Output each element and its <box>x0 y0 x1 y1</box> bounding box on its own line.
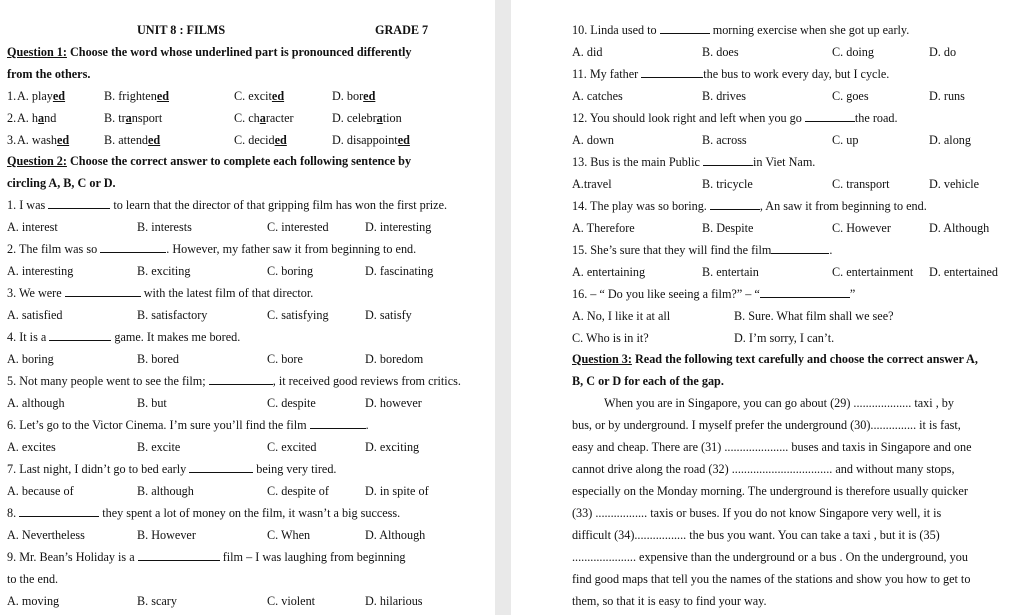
answer-option[interactable]: A. No, I like it at all <box>572 309 671 323</box>
question-text: with the latest film of that director. <box>140 286 314 300</box>
underlined-part: ed <box>363 89 376 103</box>
option-text: C. decid <box>234 133 275 147</box>
option-text: C. ch <box>234 111 260 125</box>
question-text: , it received good reviews from critics. <box>272 374 461 388</box>
question-line <box>572 20 909 41</box>
answer-option[interactable] <box>234 130 287 151</box>
underlined-part: ed <box>56 133 70 147</box>
answer-option[interactable]: D. fascinating <box>365 264 434 278</box>
answer-option[interactable]: B. but <box>137 396 167 410</box>
question-line <box>7 371 461 392</box>
answer-option[interactable]: A. because of <box>7 484 74 498</box>
passage-line: difficult (34)................. the bus you want. You can take a taxi , but it is (35) <box>572 528 940 542</box>
answer-option[interactable]: D. hilarious <box>365 594 423 608</box>
underlined-part: ed <box>397 133 410 147</box>
answer-option[interactable] <box>332 86 375 107</box>
answer-blank[interactable] <box>805 109 855 122</box>
option-text: D. celebr <box>332 111 377 125</box>
answer-option[interactable]: C. Who is in it? <box>572 331 649 345</box>
answer-option[interactable]: B. entertain <box>702 265 759 279</box>
answer-option[interactable]: C. up <box>832 133 859 147</box>
question-text: to learn that the director of that gripping film has won the first prize. <box>110 198 448 212</box>
option-text: D. bor <box>332 89 364 103</box>
answer-option[interactable]: B. Despite <box>702 221 754 235</box>
question-text: . However, my father saw it from beginning to end. <box>166 242 417 256</box>
passage-line: bus, or by underground. I myself prefer the underground (30)............... it is fast, <box>572 418 961 432</box>
answer-option[interactable]: D. in spite of <box>365 484 429 498</box>
answer-option[interactable]: B. bored <box>137 352 179 366</box>
question-text: Read the following text carefully and choose the correct answer A, <box>631 352 978 366</box>
answer-blank[interactable] <box>710 197 760 210</box>
answer-option[interactable]: B. across <box>702 133 747 147</box>
question-text: 2. The film was so <box>7 242 101 256</box>
answer-option[interactable]: A. interest <box>7 220 58 234</box>
question-text: Choose the word whose underlined part is pronounced differently <box>66 45 412 59</box>
answer-option[interactable]: D. Although <box>929 221 990 235</box>
question-2-heading-cont: circling A, B, C or D. <box>7 176 116 190</box>
answer-blank[interactable] <box>660 21 710 34</box>
question-text: in Viet Nam. <box>753 155 816 169</box>
answer-option[interactable]: A. satisfied <box>7 308 63 322</box>
answer-option[interactable] <box>17 86 65 107</box>
underlined-part: ed <box>52 89 66 103</box>
answer-option[interactable]: D. interesting <box>365 220 432 234</box>
passage-line: find good maps that tell you the names of the stations and show you how to get to <box>572 572 971 586</box>
question-text: 6. Let’s go to the Victor Cinema. I’m sure you’ll find the film <box>7 418 310 432</box>
answer-blank[interactable] <box>48 196 110 209</box>
question-text: Choose the correct answer to complete each following sentence by <box>66 154 412 168</box>
answer-option[interactable]: D. however <box>365 396 422 410</box>
question-line <box>7 195 447 216</box>
question-line <box>7 459 336 480</box>
option-text: racter <box>265 111 294 125</box>
answer-option[interactable]: C. However <box>832 221 891 235</box>
question-text: 9. Mr. Bean’s Holiday is a <box>7 550 138 564</box>
answer-option[interactable]: B. Sure. What film shall we see? <box>734 309 894 323</box>
question-text: ” <box>849 287 856 301</box>
answer-option[interactable]: D. runs <box>929 89 965 103</box>
answer-option[interactable]: B. tricycle <box>702 177 753 191</box>
answer-option[interactable]: B. drives <box>702 89 747 103</box>
answer-option[interactable]: C. bore <box>267 352 303 366</box>
answer-blank[interactable] <box>760 285 850 298</box>
answer-blank[interactable] <box>771 241 829 254</box>
passage-line: especially on the Monday morning. The underground is therefore usually quicker <box>572 484 968 498</box>
answer-option[interactable] <box>234 108 294 129</box>
answer-blank[interactable] <box>65 284 141 297</box>
option-text: A. wash <box>17 133 57 147</box>
option-text: A. h <box>17 111 38 125</box>
answer-option[interactable]: C. interested <box>267 220 329 234</box>
answer-option[interactable]: D. Although <box>365 528 426 542</box>
passage-line: cannot drive along the road (32) ................................. and without many stops, <box>572 462 955 476</box>
underlined-part: a <box>38 111 45 125</box>
question-line <box>7 283 313 304</box>
option-text: B. frighten <box>104 89 157 103</box>
answer-option[interactable]: C. excited <box>267 440 317 454</box>
option-text: B. attend <box>104 133 149 147</box>
question-text: 12. You should look right and left when you go <box>572 111 805 125</box>
question-number: 2. <box>7 111 17 125</box>
question-text: . <box>829 243 833 257</box>
question-text: morning exercise when she got up early. <box>709 23 910 37</box>
answer-blank[interactable] <box>310 416 366 429</box>
answer-option[interactable]: A. Therefore <box>572 221 635 235</box>
answer-option[interactable]: C. When <box>267 528 311 542</box>
answer-option[interactable]: B. although <box>137 484 194 498</box>
question-number: Question 2: <box>7 154 67 168</box>
question-line <box>7 547 406 568</box>
question-line <box>572 196 927 217</box>
question-text: 5. Not many people went to see the film; <box>7 374 209 388</box>
option-text: D. disappoint <box>332 133 398 147</box>
question-text: 8. <box>7 506 20 520</box>
answer-option[interactable]: B. However <box>137 528 196 542</box>
answer-option[interactable]: A.travel <box>572 177 612 191</box>
question-line <box>7 503 400 524</box>
answer-option[interactable]: B. scary <box>137 594 177 608</box>
question-text: 16. – “ Do you like seeing a film?” – “ <box>572 287 760 301</box>
answer-option[interactable]: A. although <box>7 396 65 410</box>
answer-option[interactable]: A. down <box>572 133 614 147</box>
answer-option[interactable]: D. along <box>929 133 971 147</box>
question-2-heading <box>7 151 411 172</box>
underlined-part: ed <box>148 133 161 147</box>
question-text: 4. It is a <box>7 330 50 344</box>
answer-option[interactable]: A. excites <box>7 440 56 454</box>
question-text: , An saw it from beginning to end. <box>759 199 927 213</box>
question-1-heading <box>7 42 411 63</box>
answer-option[interactable]: B. excite <box>137 440 181 454</box>
question-text: 13. Bus is the main Public <box>572 155 704 169</box>
question-text: 15. She’s sure that they will find the film <box>572 243 772 257</box>
question-line <box>7 239 416 260</box>
question-line <box>572 240 832 261</box>
answer-option[interactable]: D. exciting <box>365 440 420 454</box>
question-text: 14. The play was so boring. <box>572 199 710 213</box>
question-number: Question 3: <box>572 352 632 366</box>
answer-blank[interactable] <box>100 240 166 253</box>
passage-line: them, so that it is easy to find your way. <box>572 594 767 608</box>
question-line <box>7 415 369 436</box>
answer-option[interactable] <box>332 130 410 151</box>
unit-title: UNIT 8 : FILMS <box>137 23 226 37</box>
answer-option[interactable]: C. entertainment <box>832 265 914 279</box>
passage-line: easy and cheap. There are (31) ..................... buses and taxis in Singapore and one <box>572 440 972 454</box>
answer-option[interactable]: A. catches <box>572 89 623 103</box>
underlined-part: a <box>376 111 383 125</box>
answer-option[interactable]: A. Nevertheless <box>7 528 85 542</box>
answer-option[interactable]: D. do <box>929 45 957 59</box>
question-text: the bus to work every day, but I cycle. <box>703 67 890 81</box>
answer-option[interactable]: B. interests <box>137 220 192 234</box>
answer-option[interactable]: C. despite <box>267 396 316 410</box>
underlined-part: ed <box>156 89 169 103</box>
answer-option[interactable]: D. I’m sorry, I can’t. <box>734 331 835 345</box>
left-page <box>0 0 495 615</box>
grade-label: GRADE 7 <box>375 23 429 37</box>
question-text: 1. I was <box>7 198 49 212</box>
question-number: 3. <box>7 133 17 147</box>
question-line-cont: to the end. <box>7 572 59 586</box>
question-text: the road. <box>854 111 898 125</box>
answer-blank[interactable] <box>138 548 220 561</box>
answer-option[interactable]: A. did <box>572 45 603 59</box>
question-text: 7. Last night, I didn’t go to bed early <box>7 462 190 476</box>
passage-line: When you are in Singapore, you can go about (29) ................... taxi , by <box>604 396 954 410</box>
question-3-heading <box>572 349 978 370</box>
answer-option[interactable] <box>17 108 56 129</box>
question-text: they spent a lot of money on the film, it wasn’t a big success. <box>99 506 401 520</box>
question-line <box>572 284 855 305</box>
question-3-heading-cont: B, C or D for each of the gap. <box>572 374 724 388</box>
answer-option[interactable]: A. moving <box>7 594 60 608</box>
underlined-part: ed <box>274 133 287 147</box>
answer-option[interactable]: D. boredom <box>365 352 424 366</box>
answer-blank[interactable] <box>703 153 753 166</box>
answer-option[interactable]: B. exciting <box>137 264 191 278</box>
answer-blank[interactable] <box>19 504 99 517</box>
option-text: C. excit <box>234 89 272 103</box>
answer-option[interactable] <box>104 130 160 151</box>
answer-option[interactable]: C. violent <box>267 594 316 608</box>
question-text: . <box>365 418 369 432</box>
option-text: A. play <box>17 89 53 103</box>
passage-line: (33) ................. taxis or buses. If you do not know Singapore very well, it is <box>572 506 942 520</box>
question-text: 3. We were <box>7 286 65 300</box>
answer-option[interactable]: A. boring <box>7 352 54 366</box>
question-line <box>572 64 889 85</box>
question-line <box>572 108 898 129</box>
answer-option[interactable]: D. vehicle <box>929 177 980 191</box>
answer-blank[interactable] <box>49 328 111 341</box>
answer-option[interactable]: D. entertained <box>929 265 999 279</box>
question-line <box>572 152 815 173</box>
answer-option[interactable]: D. satisfy <box>365 308 412 322</box>
answer-option[interactable]: B. does <box>702 45 739 59</box>
answer-option[interactable]: C. transport <box>832 177 890 191</box>
answer-option[interactable] <box>332 108 402 129</box>
answer-option[interactable]: A. entertaining <box>572 265 646 279</box>
question-text: 10. Linda used to <box>572 23 660 37</box>
question-text: film – I was laughing from beginning <box>219 550 406 564</box>
answer-blank[interactable] <box>189 460 253 473</box>
question-text: game. It makes me bored. <box>111 330 241 344</box>
answer-option[interactable]: B. satisfactory <box>137 308 208 322</box>
answer-option[interactable]: C. doing <box>832 45 874 59</box>
right-page <box>511 0 1024 615</box>
answer-option[interactable] <box>17 130 69 151</box>
answer-option[interactable] <box>104 108 162 129</box>
answer-option[interactable] <box>104 86 169 107</box>
option-text: nsport <box>131 111 163 125</box>
underlined-part: ed <box>271 89 285 103</box>
answer-option[interactable] <box>234 86 284 107</box>
question-text: 11. My father <box>572 67 642 81</box>
question-number: 1. <box>7 89 17 103</box>
option-text: B. tr <box>104 111 126 125</box>
question-line <box>7 327 240 348</box>
option-text: nd <box>44 111 57 125</box>
answer-option[interactable]: A. interesting <box>7 264 74 278</box>
answer-blank[interactable] <box>641 65 703 78</box>
answer-blank[interactable] <box>209 372 273 385</box>
answer-option[interactable]: C. boring <box>267 264 314 278</box>
question-1-heading-cont: from the others. <box>7 67 91 81</box>
passage-line: ..................... expensive than the underground or a bus . On the underground, you <box>572 550 968 564</box>
question-number: Question 1: <box>7 45 67 59</box>
underlined-part: a <box>125 111 132 125</box>
option-text: tion <box>382 111 402 125</box>
underlined-part: a <box>259 111 266 125</box>
answer-option[interactable]: C. despite of <box>267 484 329 498</box>
answer-option[interactable]: C. goes <box>832 89 869 103</box>
answer-option[interactable]: C. satisfying <box>267 308 329 322</box>
question-text: being very tired. <box>253 462 337 476</box>
